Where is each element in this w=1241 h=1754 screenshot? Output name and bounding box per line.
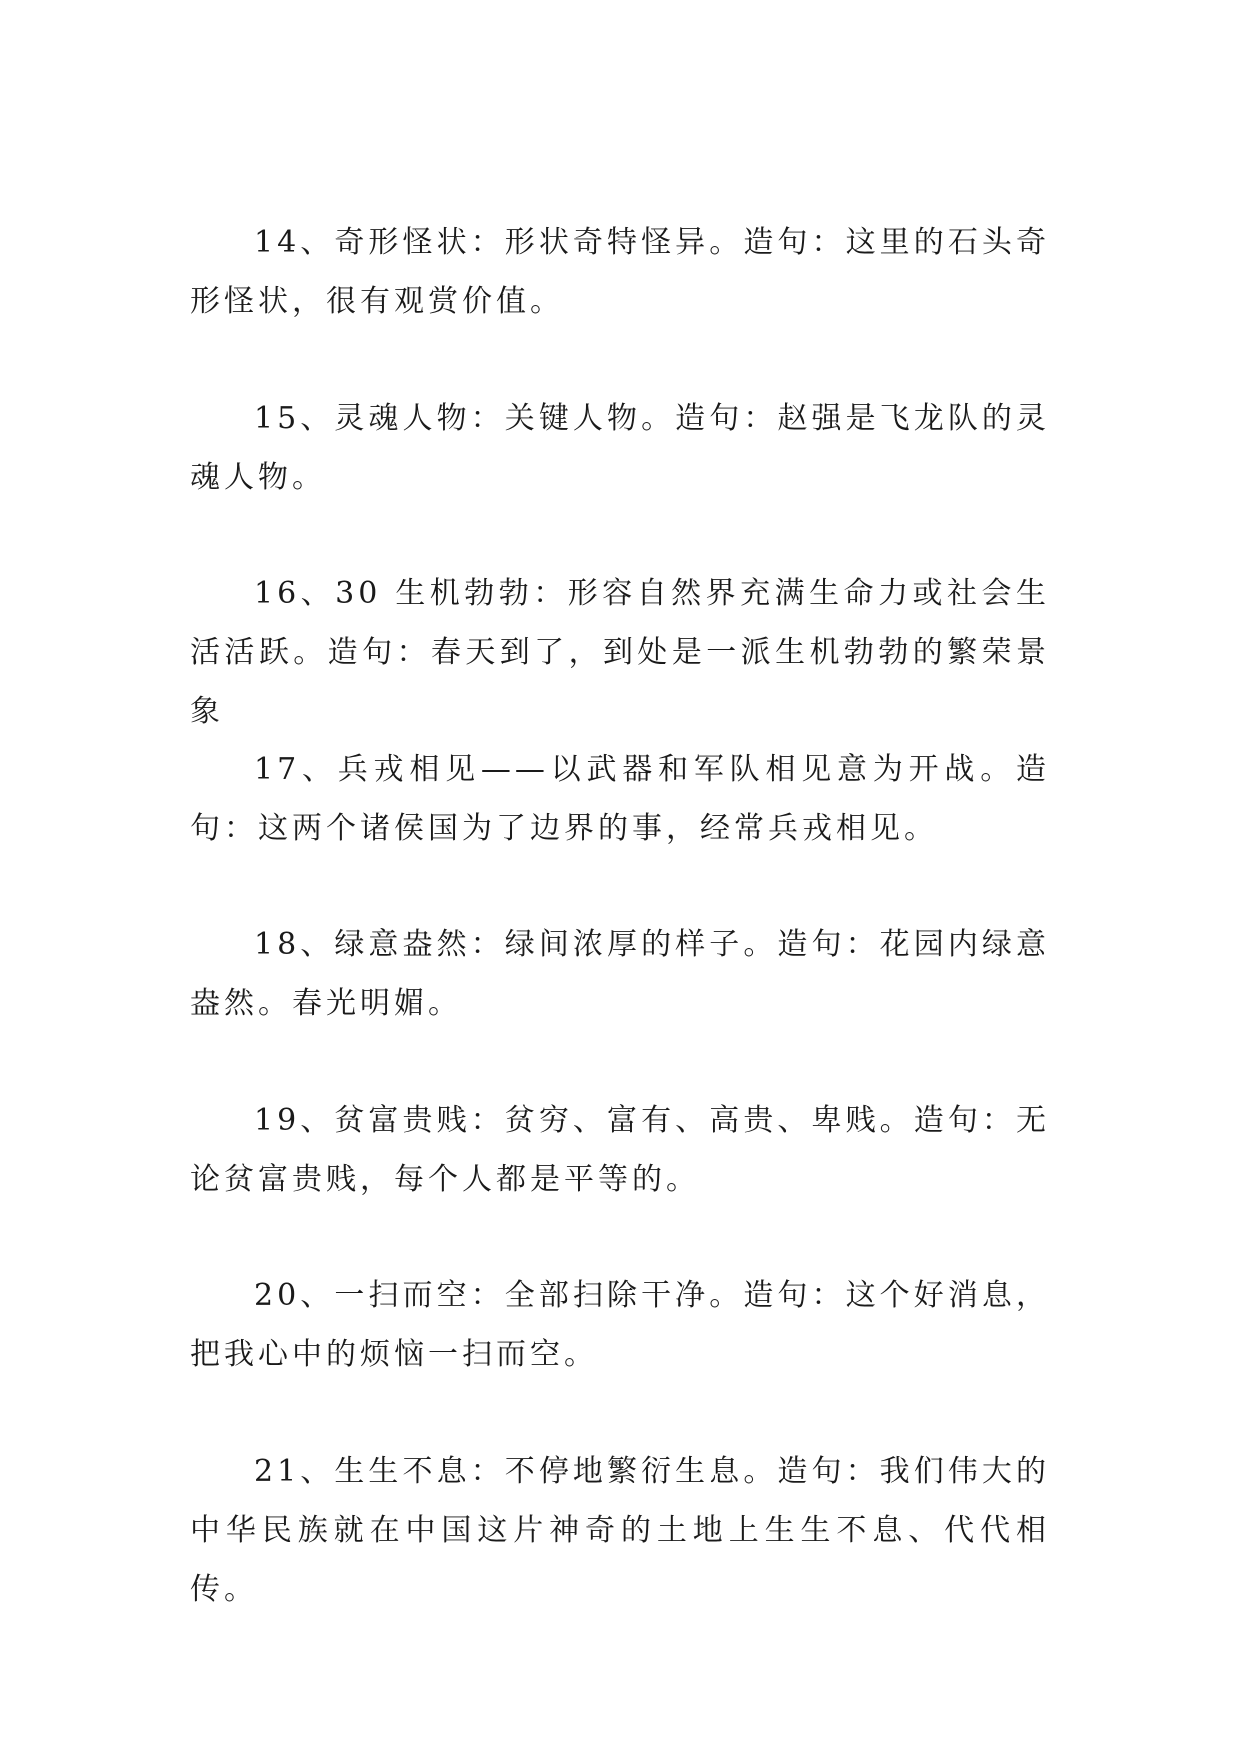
idiom-entry-18: 18、绿意盎然：绿间浓厚的样子。造句：花园内绿意盎然。春光明媚。	[190, 927, 1050, 1021]
idiom-entry-15: 15、灵魂人物：关键人物。造句：赵强是飞龙队的灵魂人物。	[190, 401, 1050, 495]
idiom-entry-21: 21、生生不息：不停地繁衍生息。造句：我们伟大的中华民族就在中国这片神奇的土地上生生不息、代代相传。	[190, 1454, 1050, 1607]
idiom-entry-17: 17、兵戎相见——以武器和军队相见意为开战。造句：这两个诸侯国为了边界的事，经常兵戎相见。	[190, 752, 1050, 846]
idiom-entry-14: 14、奇形怪状：形状奇特怪异。造句：这里的石头奇形怪状，很有观赏价值。	[190, 225, 1050, 319]
idiom-entry-19: 19、贫富贵贱：贫穷、富有、高贵、卑贱。造句：无论贫富贵贱，每个人都是平等的。	[190, 1103, 1050, 1197]
idiom-entry-16: 16、30 生机勃勃：形容自然界充满生命力或社会生活活跃。造句：春天到了，到处是一派生机勃勃的繁荣景象	[190, 576, 1050, 729]
idiom-entry-20: 20、一扫而空：全部扫除干净。造句：这个好消息，把我心中的烦恼一扫而空。	[190, 1278, 1050, 1372]
